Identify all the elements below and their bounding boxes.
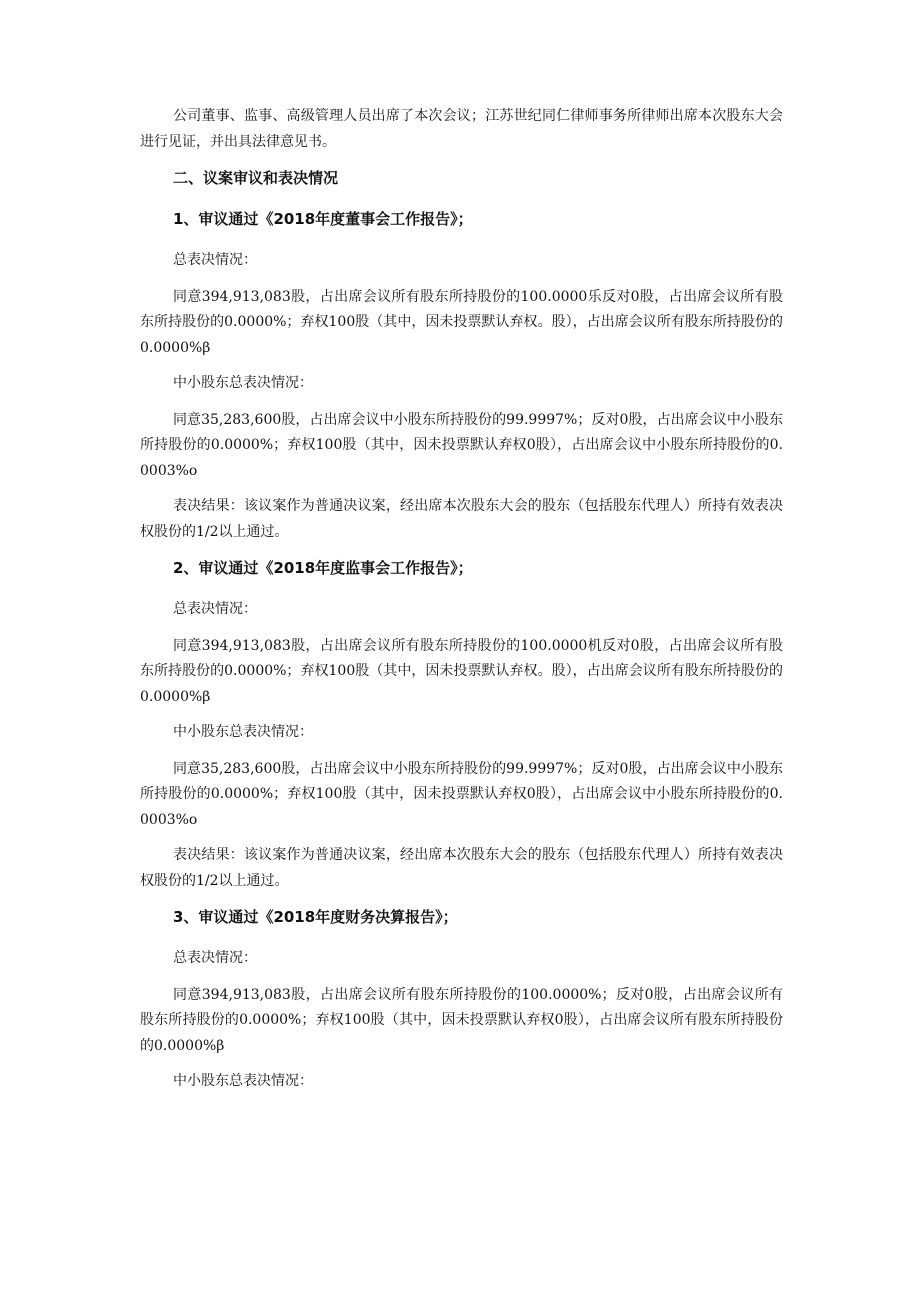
item2-small-label: 中小股东总表决情况： — [173, 724, 313, 740]
item3-small-label: 中小股东总表决情况： — [173, 1073, 313, 1089]
item2-small-text: 同意35,283,600股，占出席会议中小股东所持股份的99.9997%；反对0股，占出席会议中小股东所持股份的0.0000%；弃权100股（其中，因未投票默认弃权0股），占出席会议中小股东所持股份的0.0003%o — [140, 760, 783, 828]
item2-total-label: 总表决情况： — [173, 601, 257, 617]
item1-result: 表决结果：该议案作为普通决议案，经出席本次股东大会的股东（包括股东代理人）所持有效表决权股份的1/2以上通过。 — [140, 498, 783, 540]
item1-title: 1、审议通过《2018年度董事会工作报告》； — [173, 210, 473, 228]
intro-paragraph: 公司董事、监事、高级管理人员出席了本次会议；江苏世纪同仁律师事务所律师出席本次股东大会进行见证，并出具法律意见书。 — [140, 108, 783, 150]
item1-small-text: 同意35,283,600股，占出席会议中小股东所持股份的99.9997%；反对0股，占出席会议中小股东所持股份的0.0000%；弃权100股（其中，因未投票默认弃权0股），占出席会议中小股东所持股份的0.0003%o — [140, 411, 783, 479]
item3-total-text: 同意394,913,083股，占出席会议所有股东所持股份的100.0000%；反对0股，占出席会议所有股东所持股份的0.0000%；弃权100股（其中，因未投票默认弃权0股），占出席会议所有股东所持股份的0.0000%β — [140, 986, 783, 1054]
section-heading: 二、议案审议和表决情况 — [173, 169, 339, 187]
item2-title: 2、审议通过《2018年度监事会工作报告》； — [173, 559, 473, 577]
document-body — [140, 104, 783, 1106]
item1-total-text: 同意394,913,083股，占出席会议所有股东所持股份的100.0000乐反对0股，占出席会议所有股东所持股份的0.0000%；弃权100股（其中，因未投票默认弃权。股），占出席会议所有股东所持股份的0.0000%β — [140, 288, 783, 356]
item1-total-label: 总表决情况： — [173, 252, 257, 268]
item1-small-label: 中小股东总表决情况： — [173, 375, 313, 391]
item3-total-label: 总表决情况： — [173, 950, 257, 966]
item2-result: 表决结果：该议案作为普通决议案，经出席本次股东大会的股东（包括股东代理人）所持有效表决权股份的1/2以上通过。 — [140, 847, 783, 889]
item3-title: 3、审议通过《2018年度财务决算报告》； — [173, 908, 458, 926]
item2-total-text: 同意394,913,083股，占出席会议所有股东所持股份的100.0000机反对0股，占出席会议所有股东所持股份的0.0000%；弃权100股（其中，因未投票默认弃权。股），占出席会议所有股东所持股份的0.0000%β — [140, 637, 783, 705]
